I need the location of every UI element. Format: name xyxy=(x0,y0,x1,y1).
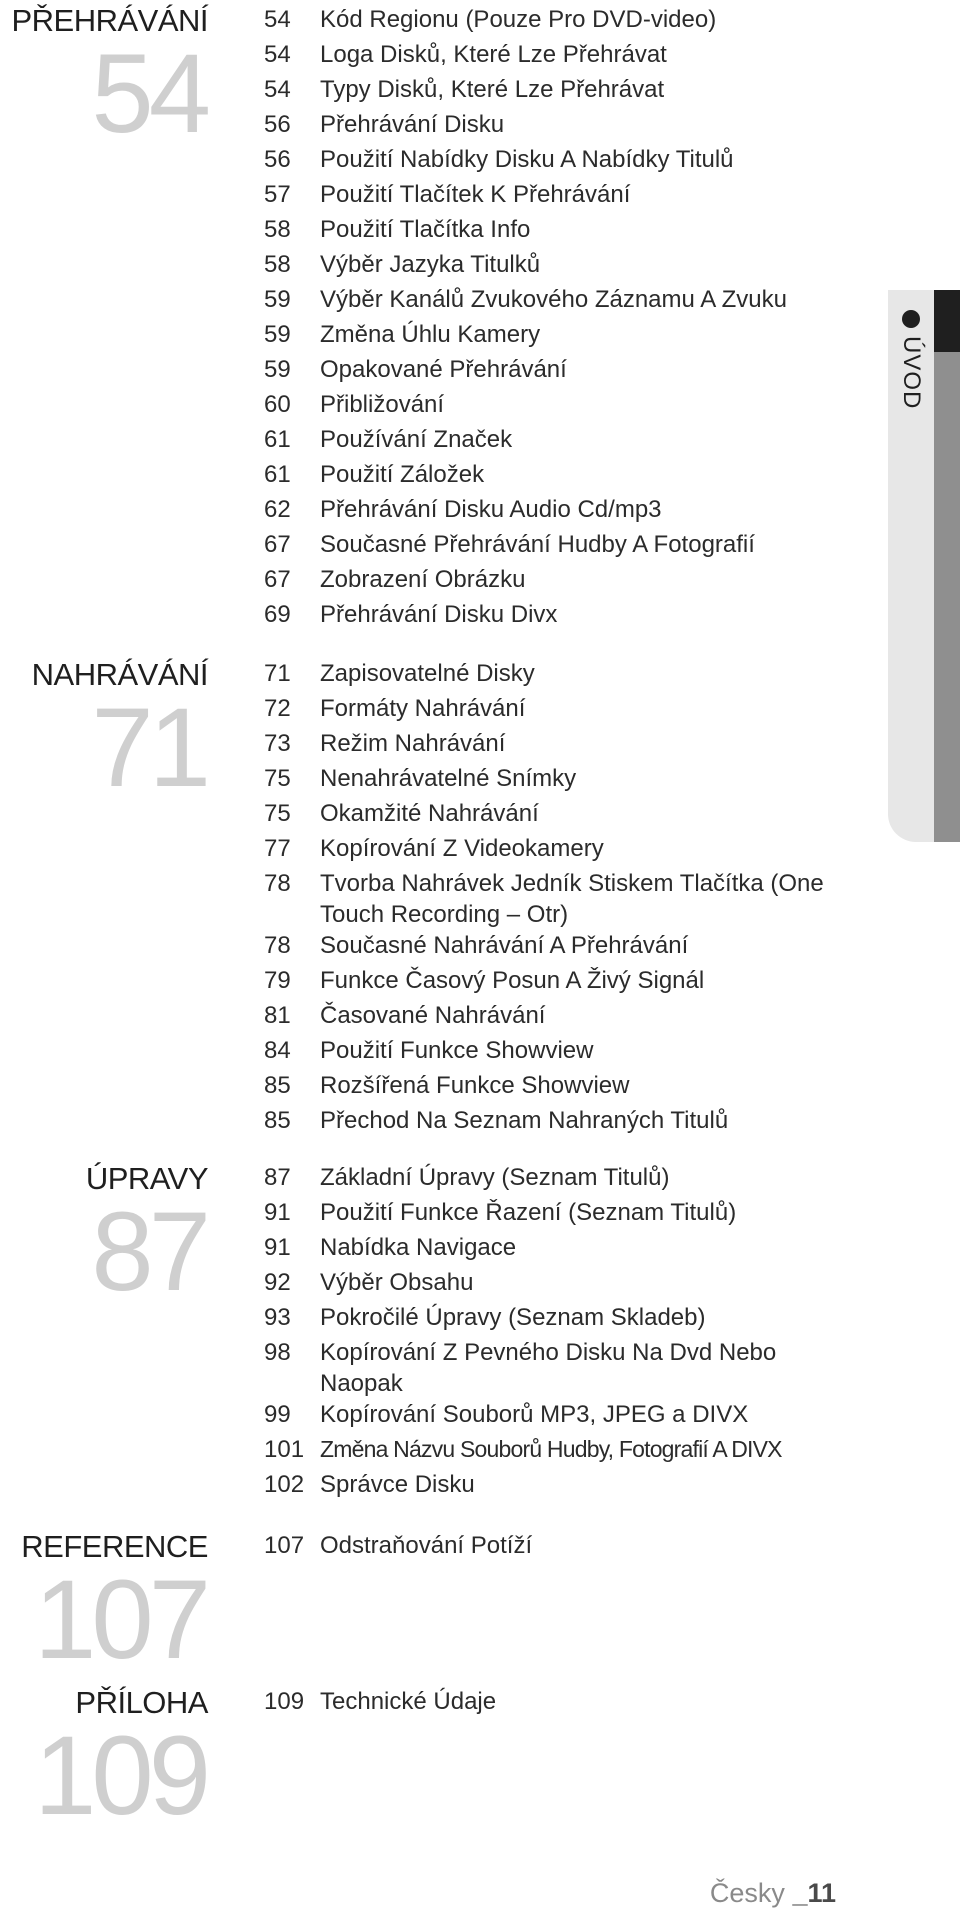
toc-section-reference xyxy=(0,1530,840,1690)
entry-page: 75 xyxy=(264,800,291,827)
toc-entry[interactable] xyxy=(264,179,854,214)
toc-entry[interactable] xyxy=(264,1105,854,1140)
entry-page: 71 xyxy=(264,660,291,687)
entry-page: 58 xyxy=(264,251,291,278)
entry-title: Nabídka Navigace xyxy=(320,1234,517,1261)
section-heading xyxy=(0,1161,208,1314)
entry-title: Změna Úhlu Kamery xyxy=(320,321,541,348)
section-start-page: 87 xyxy=(91,1189,206,1314)
toc-entry[interactable] xyxy=(264,965,854,1000)
toc-entry[interactable] xyxy=(264,4,854,39)
entry-title: Výběr Kanálů Zvukového Záznamu A Zvuku xyxy=(320,286,787,313)
entry-page: 62 xyxy=(264,496,291,523)
toc-section-upravy xyxy=(0,1162,840,1522)
section-start-page: 107 xyxy=(34,1557,206,1682)
toc-entry-list xyxy=(264,1530,854,1565)
toc-section-nahravani xyxy=(0,658,840,1138)
toc-entry[interactable] xyxy=(264,833,854,868)
section-start-page: 71 xyxy=(91,685,206,810)
section-title: ÚPRAVY xyxy=(85,1161,208,1196)
toc-entry[interactable] xyxy=(264,798,854,833)
entry-title: Přibližování xyxy=(320,391,445,418)
toc-entry[interactable] xyxy=(264,1232,854,1267)
entry-page: 99 xyxy=(264,1401,291,1428)
entry-title: Odstraňování Potíží xyxy=(320,1532,533,1559)
entry-title: Současné Nahrávání A Přehrávání xyxy=(320,932,689,959)
entry-title: Technické Údaje xyxy=(320,1688,497,1715)
section-heading xyxy=(0,1529,208,1682)
toc-entry[interactable] xyxy=(264,1399,854,1434)
entry-page: 109 xyxy=(264,1688,305,1715)
entry-page: 54 xyxy=(264,76,291,103)
toc-entry[interactable] xyxy=(264,284,854,319)
toc-entry[interactable] xyxy=(264,389,854,424)
section-heading xyxy=(0,657,208,810)
section-start-page: 54 xyxy=(91,31,206,156)
entry-title: Režim Nahrávání xyxy=(320,730,506,757)
entry-page: 91 xyxy=(264,1199,291,1226)
entry-title: Kopírování Souborů MP3, JPEG a DIVX xyxy=(320,1401,749,1428)
entry-page: 56 xyxy=(264,146,291,173)
section-title: REFERENCE xyxy=(21,1529,208,1564)
toc-entry[interactable] xyxy=(264,1267,854,1302)
entry-page: 59 xyxy=(264,286,291,313)
entry-title: Výběr Jazyka Titulků xyxy=(320,251,541,278)
entry-title: Přechod Na Seznam Nahraných Titulů xyxy=(320,1107,729,1134)
toc-entry-list xyxy=(264,1162,854,1504)
entry-page: 78 xyxy=(264,870,291,897)
entry-title: Správce Disku xyxy=(320,1471,475,1498)
toc-entry[interactable] xyxy=(264,1162,854,1197)
entry-page: 75 xyxy=(264,765,291,792)
entry-title: Loga Disků, Které Lze Přehrávat xyxy=(320,41,667,68)
section-title: PŘEHRÁVÁNÍ xyxy=(11,3,208,38)
entry-title: Časované Nahrávání xyxy=(320,1002,546,1029)
entry-page: 91 xyxy=(264,1234,291,1261)
toc-entry-list xyxy=(264,4,854,634)
footer-language: Česky xyxy=(709,1878,785,1908)
entry-page: 84 xyxy=(264,1037,291,1064)
entry-title: Současné Přehrávání Hudby A Fotografií xyxy=(320,531,755,558)
entry-page: 78 xyxy=(264,932,291,959)
toc-entry[interactable] xyxy=(264,424,854,459)
toc-entry[interactable] xyxy=(264,1469,854,1504)
toc-entry[interactable] xyxy=(264,763,854,798)
tab-edge-bar xyxy=(934,290,960,842)
toc-section-prehravani xyxy=(0,4,840,634)
section-title: NAHRÁVÁNÍ xyxy=(31,657,208,692)
entry-title: Přehrávání Disku Divx xyxy=(320,601,558,628)
section-heading xyxy=(0,1685,208,1838)
entry-title: Použití Funkce Showview xyxy=(320,1037,594,1064)
toc-entry[interactable] xyxy=(264,74,854,109)
toc-entry[interactable] xyxy=(264,494,854,529)
entry-page: 61 xyxy=(264,461,291,488)
entry-page: 92 xyxy=(264,1269,291,1296)
entry-title: Rozšířená Funkce Showview xyxy=(320,1072,630,1099)
section-heading xyxy=(0,3,208,156)
entry-page: 87 xyxy=(264,1164,291,1191)
entry-page: 93 xyxy=(264,1304,291,1331)
entry-page: 58 xyxy=(264,216,291,243)
entry-page: 98 xyxy=(264,1339,291,1366)
entry-title: Používání Značek xyxy=(320,426,513,453)
entry-page: 79 xyxy=(264,967,291,994)
entry-title: Kopírování Z Pevného Disku Na Dvd Nebo Naopak xyxy=(320,1339,777,1397)
entry-page: 54 xyxy=(264,41,291,68)
entry-title: Kód Regionu (Pouze Pro DVD-video) xyxy=(320,6,717,33)
bullet-dot-icon xyxy=(902,310,920,328)
entry-page: 101 xyxy=(264,1436,305,1463)
entry-title: Zobrazení Obrázku xyxy=(320,566,526,593)
tab-active-marker xyxy=(934,290,960,352)
entry-title: Přehrávání Disku Audio Cd/mp3 xyxy=(320,496,662,523)
toc-entry[interactable] xyxy=(264,459,854,494)
entry-title: Formáty Nahrávání xyxy=(320,695,526,722)
toc-entry[interactable] xyxy=(264,1530,854,1565)
tab-label: ÚVOD xyxy=(898,336,925,410)
section-title: PŘÍLOHA xyxy=(75,1685,208,1720)
chapter-side-tab[interactable] xyxy=(888,290,960,842)
entry-title: Typy Disků, Které Lze Přehrávat xyxy=(320,76,665,103)
entry-title: Funkce Časový Posun A Živý Signál xyxy=(320,967,705,994)
toc-entry[interactable] xyxy=(264,693,854,728)
entry-title: Použití Tlačítka Info xyxy=(320,216,531,243)
entry-page: 85 xyxy=(264,1107,291,1134)
entry-page: 69 xyxy=(264,601,291,628)
entry-title: Okamžité Nahrávání xyxy=(320,800,539,827)
entry-title: Přehrávání Disku xyxy=(320,111,505,138)
toc-entry[interactable] xyxy=(264,109,854,144)
entry-page: 85 xyxy=(264,1072,291,1099)
entry-title: Použití Záložek xyxy=(320,461,485,488)
toc-entry[interactable] xyxy=(264,39,854,74)
toc-entry[interactable] xyxy=(264,1035,854,1070)
toc-entry[interactable] xyxy=(264,1686,854,1721)
entry-title: Základní Úpravy (Seznam Titulů) xyxy=(320,1164,670,1191)
toc-entry[interactable] xyxy=(264,1197,854,1232)
toc-entry[interactable] xyxy=(264,249,854,284)
toc-entry[interactable] xyxy=(264,144,854,179)
toc-entry[interactable] xyxy=(264,930,854,965)
entry-title: Použití Tlačítek K Přehrávání xyxy=(320,181,631,208)
toc-entry[interactable] xyxy=(264,1070,854,1105)
entry-title: Nenahrávatelné Snímky xyxy=(320,765,577,792)
entry-title: Pokročilé Úpravy (Seznam Skladeb) xyxy=(320,1304,706,1331)
entry-title: Opakované Přehrávání xyxy=(320,356,567,383)
entry-title: Kopírování Z Videokamery xyxy=(320,835,604,862)
toc-entry[interactable] xyxy=(264,599,854,634)
entry-title: Použití Funkce Řazení (Seznam Titulů) xyxy=(320,1199,737,1226)
entry-title: Použití Nabídky Disku A Nabídky Titulů xyxy=(320,146,734,173)
toc-entry[interactable] xyxy=(264,529,854,564)
entry-title: Výběr Obsahu xyxy=(320,1269,474,1296)
entry-page: 102 xyxy=(264,1471,305,1498)
toc-entry[interactable] xyxy=(264,1337,854,1399)
toc-entry[interactable] xyxy=(264,1000,854,1035)
toc-entry[interactable] xyxy=(264,728,854,763)
entry-page: 57 xyxy=(264,181,291,208)
toc-entry[interactable] xyxy=(264,1434,854,1469)
entry-title: Tvorba Nahrávek Jedník Stiskem Tlačítka (One Touch Recording – Otr) xyxy=(320,870,824,928)
entry-title: Zapisovatelné Disky xyxy=(320,660,535,687)
entry-page: 72 xyxy=(264,695,291,722)
entry-page: 59 xyxy=(264,356,291,383)
toc-entry[interactable] xyxy=(264,868,854,930)
entry-page: 81 xyxy=(264,1002,291,1029)
entry-page: 60 xyxy=(264,391,291,418)
entry-page: 67 xyxy=(264,531,291,558)
section-start-page: 109 xyxy=(34,1713,206,1838)
entry-page: 54 xyxy=(264,6,291,33)
toc-entry[interactable] xyxy=(264,354,854,389)
entry-page: 67 xyxy=(264,566,291,593)
entry-page: 107 xyxy=(264,1532,305,1559)
entry-page: 61 xyxy=(264,426,291,453)
toc-entry[interactable] xyxy=(264,564,854,599)
toc-entry[interactable] xyxy=(264,1302,854,1337)
toc-entry[interactable] xyxy=(264,319,854,354)
entry-page: 77 xyxy=(264,835,291,862)
toc-entry-list xyxy=(264,1686,854,1721)
entry-page: 59 xyxy=(264,321,291,348)
toc-section-priloha xyxy=(0,1686,840,1846)
entry-page: 73 xyxy=(264,730,291,757)
page-footer xyxy=(710,1878,836,1908)
toc-entry[interactable] xyxy=(264,214,854,249)
toc-entry-list xyxy=(264,658,854,1140)
entry-title: Změna Názvu Souborů Hudby, Fotografií A DIVX xyxy=(320,1436,782,1462)
footer-page-number: _11 xyxy=(792,1878,836,1908)
toc-entry[interactable] xyxy=(264,658,854,693)
entry-page: 56 xyxy=(264,111,291,138)
